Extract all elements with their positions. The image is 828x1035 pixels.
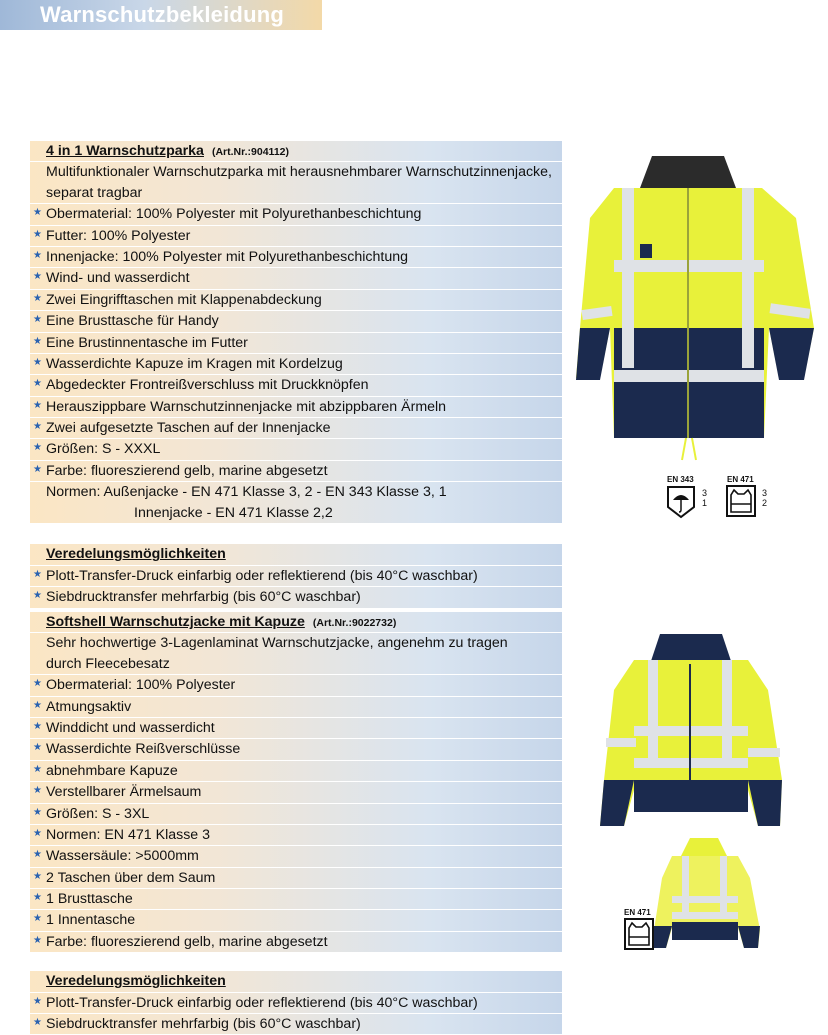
- product-description: separat tragbar: [46, 184, 143, 201]
- feature-text: 1 Innentasche: [46, 912, 136, 929]
- feature-text: Herauszippbare Warnschutzinnenjacke mit abzippbaren Ärmeln: [46, 398, 447, 415]
- finishing-title-row: [30, 971, 562, 992]
- star-bullet-icon: ★: [33, 463, 42, 475]
- star-bullet-icon: ★: [33, 870, 42, 882]
- product-2-block: [30, 612, 562, 1035]
- feature-row: [30, 739, 562, 760]
- star-bullet-icon: ★: [33, 228, 42, 240]
- star-bullet-icon: ★: [33, 892, 42, 904]
- star-bullet-icon: ★: [33, 314, 42, 326]
- badge-label: EN 343: [667, 475, 694, 484]
- feature-row: [30, 889, 562, 910]
- desc-row: [30, 633, 562, 653]
- feature-text: Zwei Eingrifftaschen mit Klappenabdeckung: [46, 291, 322, 308]
- product-description: Sehr hochwertige 3-Lagenlaminat Warnschutzjacke, angenehm zu tragen: [46, 635, 508, 652]
- finishing-title: Veredelungsmöglichkeiten: [46, 546, 226, 563]
- star-bullet-icon: ★: [33, 399, 42, 411]
- feature-text: Farbe: fluoreszierend gelb, marine abgesetzt: [46, 462, 328, 479]
- feature-row: [30, 910, 562, 931]
- star-bullet-icon: ★: [33, 421, 42, 433]
- star-bullet-icon: ★: [33, 207, 42, 219]
- star-bullet-icon: ★: [33, 763, 42, 775]
- feature-row: [30, 868, 562, 889]
- feature-text: Größen: S - 3XL: [46, 805, 150, 822]
- product-description: durch Fleecebesatz: [46, 655, 170, 672]
- badge-label: EN 471: [727, 475, 754, 484]
- star-bullet-icon: ★: [33, 292, 42, 304]
- product-description: Multifunktionaler Warnschutzparka mit herausnehmbarer Warnschutzinnenjacke,: [46, 164, 552, 181]
- star-bullet-icon: ★: [33, 720, 42, 732]
- star-bullet-icon: ★: [33, 1017, 42, 1029]
- finishing-text: Plott-Transfer-Druck einfarbig oder reflektierend (bis 40°C waschbar): [46, 567, 478, 584]
- product-1-block: [30, 141, 562, 609]
- star-bullet-icon: ★: [33, 742, 42, 754]
- high-visibility-icon: [624, 918, 654, 950]
- section-title: Warnschutzbekleidung: [40, 2, 284, 27]
- article-number: (Art.Nr.:9022732): [312, 617, 397, 629]
- feature-text: Eine Brustinnentasche im Futter: [46, 334, 248, 351]
- star-bullet-icon: ★: [33, 356, 42, 368]
- parka-image: [574, 148, 824, 463]
- feature-row: [30, 932, 562, 953]
- feature-row: [30, 761, 562, 782]
- feature-text: Abgedeckter Frontreißverschluss mit Druckknöpfen: [46, 377, 369, 394]
- feature-row: [30, 846, 562, 867]
- desc-row: [30, 183, 562, 204]
- desc-row: [30, 654, 562, 675]
- finishing-title: Veredelungsmöglichkeiten: [46, 973, 226, 990]
- feature-row: [30, 418, 562, 439]
- feature-text: Atmungsaktiv: [46, 698, 132, 715]
- feature-text: Zwei aufgesetzte Taschen auf der Innenjacke: [46, 420, 331, 437]
- feature-row: [30, 226, 562, 247]
- feature-row: [30, 247, 562, 268]
- en471-badge: [622, 908, 656, 954]
- feature-text: Eine Brusttasche für Handy: [46, 313, 219, 330]
- en471-badge: EN 471 3 2: [724, 475, 770, 521]
- star-bullet-icon: ★: [33, 568, 42, 580]
- feature-text: Wind- und wasserdicht: [46, 270, 190, 287]
- feature-text: Innenjacke: 100% Polyester mit Polyurethanbeschichtung: [46, 248, 408, 265]
- feature-text: 1 Brusttasche: [46, 891, 133, 908]
- feature-text: Wasserdichte Kapuze im Kragen mit Kordelzug: [46, 355, 343, 372]
- product-title-row: [30, 141, 562, 162]
- feature-text: abnehmbare Kapuze: [46, 762, 178, 779]
- finishing-text: Siebdrucktransfer mehrfarbig (bis 60°C waschbar): [46, 589, 361, 606]
- star-bullet-icon: ★: [33, 699, 42, 711]
- product-title-row: [30, 612, 562, 633]
- finishing-text: Plott-Transfer-Druck einfarbig oder reflektierend (bis 40°C waschbar): [46, 994, 478, 1011]
- norms-text: Innenjacke - EN 471 Klasse 2,2: [134, 504, 333, 521]
- feature-text: 2 Taschen über dem Saum: [46, 869, 216, 886]
- feature-row: [30, 354, 562, 375]
- star-bullet-icon: ★: [33, 442, 42, 454]
- feature-row: [30, 375, 562, 396]
- finishing-row: [30, 993, 562, 1014]
- feature-text: Wassersäule: >5000mm: [46, 848, 199, 865]
- star-bullet-icon: ★: [33, 378, 42, 390]
- feature-row: [30, 825, 562, 846]
- finishing-title-row: [30, 544, 562, 565]
- finishing-row: [30, 587, 562, 608]
- product-title: 4 in 1 Warnschutzparka: [46, 143, 204, 159]
- rain-protection-icon: [666, 485, 696, 519]
- desc-row: [30, 162, 562, 182]
- finishing-text: Siebdrucktransfer mehrfarbig (bis 60°C waschbar): [46, 1016, 361, 1033]
- section-header: [0, 0, 322, 30]
- feature-row: [30, 268, 562, 289]
- feature-row: [30, 804, 562, 825]
- feature-text: Obermaterial: 100% Polyester mit Polyurethanbeschichtung: [46, 206, 422, 223]
- feature-row: [30, 718, 562, 739]
- high-visibility-icon: [726, 485, 756, 517]
- feature-row: [30, 697, 562, 718]
- norms-row: [30, 503, 562, 524]
- softshell-jacket-back-image: [650, 834, 762, 950]
- star-bullet-icon: ★: [33, 913, 42, 925]
- norms-text: Normen: Außenjacke - EN 471 Klasse 3, 2 - EN 343 Klasse 3, 1: [46, 484, 447, 501]
- finishing-row: [30, 1014, 562, 1035]
- star-bullet-icon: ★: [33, 335, 42, 347]
- feature-text: Obermaterial: 100% Polyester: [46, 677, 236, 694]
- badge-label: EN 471: [624, 908, 651, 917]
- star-bullet-icon: ★: [33, 249, 42, 261]
- star-bullet-icon: ★: [33, 785, 42, 797]
- star-bullet-icon: ★: [33, 934, 42, 946]
- feature-row: [30, 333, 562, 354]
- norms-row: [30, 482, 562, 502]
- star-bullet-icon: ★: [33, 849, 42, 861]
- softshell-jacket-image: [598, 630, 784, 830]
- feature-row: [30, 782, 562, 803]
- feature-row: [30, 204, 562, 225]
- feature-row: [30, 675, 562, 696]
- feature-text: Futter: 100% Polyester: [46, 227, 191, 244]
- article-number: (Art.Nr.:904112): [211, 146, 289, 158]
- feature-row: [30, 311, 562, 332]
- star-bullet-icon: ★: [33, 806, 42, 818]
- star-bullet-icon: ★: [33, 995, 42, 1007]
- feature-text: Verstellbarer Ärmelsaum: [46, 784, 202, 801]
- feature-text: Wasserdichte Reißverschlüsse: [46, 741, 241, 758]
- feature-text: Größen: S - XXXL: [46, 441, 161, 458]
- feature-text: Normen: EN 471 Klasse 3: [46, 826, 211, 843]
- feature-row: [30, 397, 562, 418]
- star-bullet-icon: ★: [33, 678, 42, 690]
- feature-row: [30, 290, 562, 311]
- star-bullet-icon: ★: [33, 827, 42, 839]
- finishing-row: [30, 566, 562, 587]
- feature-row: [30, 461, 562, 482]
- feature-text: Winddicht und wasserdicht: [46, 719, 215, 736]
- star-bullet-icon: ★: [33, 271, 42, 283]
- product-title: Softshell Warnschutzjacke mit Kapuze: [46, 614, 305, 630]
- en343-badge: EN 343 3 1: [664, 475, 710, 521]
- feature-row: [30, 439, 562, 460]
- star-bullet-icon: ★: [33, 590, 42, 602]
- feature-text: Farbe: fluoreszierend gelb, marine abgesetzt: [46, 933, 328, 950]
